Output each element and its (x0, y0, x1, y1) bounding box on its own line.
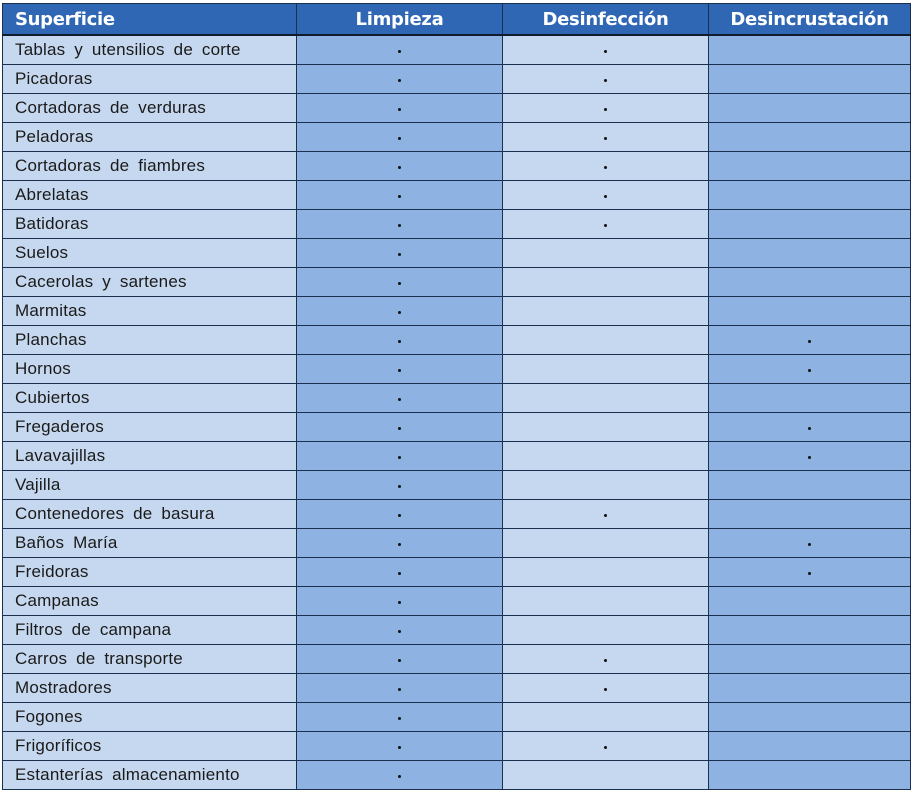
table-row (3, 210, 911, 239)
header-limpieza: Limpieza (297, 4, 503, 36)
table-row (3, 616, 911, 645)
desinfeccion-cell (503, 558, 709, 587)
table-row (3, 645, 911, 674)
desincrustacion-cell (709, 65, 911, 94)
desincrustacion-cell (709, 355, 911, 384)
check-mark-icon (398, 108, 401, 111)
check-mark-icon (808, 340, 811, 343)
desinfeccion-cell (503, 355, 709, 384)
limpieza-cell (297, 703, 503, 732)
check-mark-icon (398, 311, 401, 314)
desincrustacion-cell (709, 239, 911, 268)
superficie-cell: Batidoras (3, 210, 297, 239)
limpieza-cell (297, 442, 503, 471)
superficie-cell: Cubiertos (3, 384, 297, 413)
check-mark-icon (604, 659, 607, 662)
table-row (3, 239, 911, 268)
table-row (3, 268, 911, 297)
check-mark-icon (398, 369, 401, 372)
check-mark-icon (604, 514, 607, 517)
header-superficie: Superficie (3, 4, 297, 36)
limpieza-cell (297, 210, 503, 239)
limpieza-cell (297, 674, 503, 703)
check-mark-icon (604, 746, 607, 749)
superficie-cell: Cacerolas y sartenes (3, 268, 297, 297)
check-mark-icon (398, 224, 401, 227)
table-row (3, 123, 911, 152)
limpieza-cell (297, 35, 503, 65)
limpieza-cell (297, 500, 503, 529)
check-mark-icon (398, 427, 401, 430)
check-mark-icon (398, 340, 401, 343)
limpieza-cell (297, 268, 503, 297)
check-mark-icon (808, 572, 811, 575)
check-mark-icon (604, 688, 607, 691)
table-row (3, 355, 911, 384)
check-mark-icon (398, 79, 401, 82)
check-mark-icon (398, 456, 401, 459)
header-desinfeccion: Desinfección (503, 4, 709, 36)
check-mark-icon (398, 514, 401, 517)
desincrustacion-cell (709, 413, 911, 442)
desincrustacion-cell (709, 471, 911, 500)
check-mark-icon (808, 369, 811, 372)
desinfeccion-cell (503, 123, 709, 152)
desincrustacion-cell (709, 326, 911, 355)
table-row (3, 674, 911, 703)
desincrustacion-cell (709, 500, 911, 529)
desinfeccion-cell (503, 645, 709, 674)
limpieza-cell (297, 355, 503, 384)
limpieza-cell (297, 587, 503, 616)
table-row (3, 413, 911, 442)
desincrustacion-cell (709, 94, 911, 123)
check-mark-icon (398, 746, 401, 749)
check-mark-icon (604, 50, 607, 53)
desinfeccion-cell (503, 413, 709, 442)
superficie-cell: Baños María (3, 529, 297, 558)
desinfeccion-cell (503, 268, 709, 297)
check-mark-icon (808, 543, 811, 546)
header-desincrustacion: Desincrustación (709, 4, 911, 36)
desinfeccion-cell (503, 471, 709, 500)
limpieza-cell (297, 471, 503, 500)
check-mark-icon (398, 282, 401, 285)
limpieza-cell (297, 152, 503, 181)
check-mark-icon (398, 166, 401, 169)
desincrustacion-cell (709, 123, 911, 152)
superficie-cell: Vajilla (3, 471, 297, 500)
check-mark-icon (604, 137, 607, 140)
superficie-cell: Estanterías almacenamiento (3, 761, 297, 790)
table-row (3, 558, 911, 587)
limpieza-cell (297, 181, 503, 210)
check-mark-icon (808, 427, 811, 430)
desinfeccion-cell (503, 732, 709, 761)
desincrustacion-cell (709, 297, 911, 326)
table-row (3, 732, 911, 761)
table-row (3, 442, 911, 471)
desincrustacion-cell (709, 268, 911, 297)
limpieza-cell (297, 645, 503, 674)
desinfeccion-cell (503, 616, 709, 645)
desincrustacion-cell (709, 761, 911, 790)
check-mark-icon (398, 775, 401, 778)
desincrustacion-cell (709, 529, 911, 558)
superficie-cell: Fogones (3, 703, 297, 732)
limpieza-cell (297, 326, 503, 355)
limpieza-cell (297, 558, 503, 587)
desinfeccion-cell (503, 529, 709, 558)
desinfeccion-cell (503, 442, 709, 471)
limpieza-cell (297, 616, 503, 645)
check-mark-icon (398, 195, 401, 198)
limpieza-cell (297, 761, 503, 790)
check-mark-icon (398, 50, 401, 53)
desincrustacion-cell (709, 152, 911, 181)
limpieza-cell (297, 297, 503, 326)
check-mark-icon (398, 601, 401, 604)
desincrustacion-cell (709, 587, 911, 616)
superficie-cell: Contenedores de basura (3, 500, 297, 529)
limpieza-cell (297, 529, 503, 558)
desincrustacion-cell (709, 703, 911, 732)
desincrustacion-cell (709, 645, 911, 674)
limpieza-cell (297, 65, 503, 94)
superficie-cell: Fregaderos (3, 413, 297, 442)
check-mark-icon (398, 485, 401, 488)
table-header (3, 4, 911, 36)
table-row (3, 761, 911, 790)
desinfeccion-cell (503, 210, 709, 239)
superficie-cell: Filtros de campana (3, 616, 297, 645)
limpieza-cell (297, 94, 503, 123)
check-mark-icon (398, 659, 401, 662)
table-row (3, 181, 911, 210)
table-row (3, 471, 911, 500)
superficie-cell: Planchas (3, 326, 297, 355)
header-row (3, 4, 911, 36)
desinfeccion-cell (503, 297, 709, 326)
desincrustacion-cell (709, 210, 911, 239)
check-mark-icon (398, 572, 401, 575)
desincrustacion-cell (709, 384, 911, 413)
superficie-cell: Freidoras (3, 558, 297, 587)
desincrustacion-cell (709, 558, 911, 587)
superficie-cell: Mostradores (3, 674, 297, 703)
table-body (3, 35, 911, 790)
desincrustacion-cell (709, 181, 911, 210)
check-mark-icon (398, 717, 401, 720)
superficie-cell: Picadoras (3, 65, 297, 94)
check-mark-icon (604, 166, 607, 169)
superficie-cell: Tablas y utensilios de corte (3, 35, 297, 65)
desincrustacion-cell (709, 732, 911, 761)
check-mark-icon (604, 108, 607, 111)
table-row (3, 703, 911, 732)
desinfeccion-cell (503, 500, 709, 529)
limpieza-cell (297, 123, 503, 152)
desinfeccion-cell (503, 65, 709, 94)
desinfeccion-cell (503, 181, 709, 210)
cleaning-table (2, 3, 911, 790)
desinfeccion-cell (503, 239, 709, 268)
superficie-cell: Marmitas (3, 297, 297, 326)
desinfeccion-cell (503, 703, 709, 732)
desinfeccion-cell (503, 384, 709, 413)
table-row (3, 500, 911, 529)
superficie-cell: Frigoríficos (3, 732, 297, 761)
desinfeccion-cell (503, 761, 709, 790)
check-mark-icon (398, 137, 401, 140)
table-row (3, 529, 911, 558)
desinfeccion-cell (503, 674, 709, 703)
check-mark-icon (604, 79, 607, 82)
table-row (3, 35, 911, 65)
check-mark-icon (398, 253, 401, 256)
desincrustacion-cell (709, 442, 911, 471)
table-row (3, 152, 911, 181)
table-row (3, 65, 911, 94)
limpieza-cell (297, 384, 503, 413)
table-row (3, 384, 911, 413)
table-row (3, 587, 911, 616)
superficie-cell: Suelos (3, 239, 297, 268)
superficie-cell: Cortadoras de verduras (3, 94, 297, 123)
desincrustacion-cell (709, 616, 911, 645)
limpieza-cell (297, 239, 503, 268)
table-row (3, 94, 911, 123)
check-mark-icon (604, 195, 607, 198)
superficie-cell: Peladoras (3, 123, 297, 152)
superficie-cell: Abrelatas (3, 181, 297, 210)
table-row (3, 326, 911, 355)
check-mark-icon (398, 543, 401, 546)
desinfeccion-cell (503, 152, 709, 181)
superficie-cell: Carros de transporte (3, 645, 297, 674)
check-mark-icon (398, 398, 401, 401)
superficie-cell: Hornos (3, 355, 297, 384)
desinfeccion-cell (503, 326, 709, 355)
desincrustacion-cell (709, 674, 911, 703)
desinfeccion-cell (503, 35, 709, 65)
check-mark-icon (808, 456, 811, 459)
check-mark-icon (398, 630, 401, 633)
limpieza-cell (297, 413, 503, 442)
desincrustacion-cell (709, 35, 911, 65)
check-mark-icon (604, 224, 607, 227)
superficie-cell: Lavavajillas (3, 442, 297, 471)
desinfeccion-cell (503, 94, 709, 123)
limpieza-cell (297, 732, 503, 761)
desinfeccion-cell (503, 587, 709, 616)
superficie-cell: Campanas (3, 587, 297, 616)
table-row (3, 297, 911, 326)
check-mark-icon (398, 688, 401, 691)
superficie-cell: Cortadoras de fiambres (3, 152, 297, 181)
